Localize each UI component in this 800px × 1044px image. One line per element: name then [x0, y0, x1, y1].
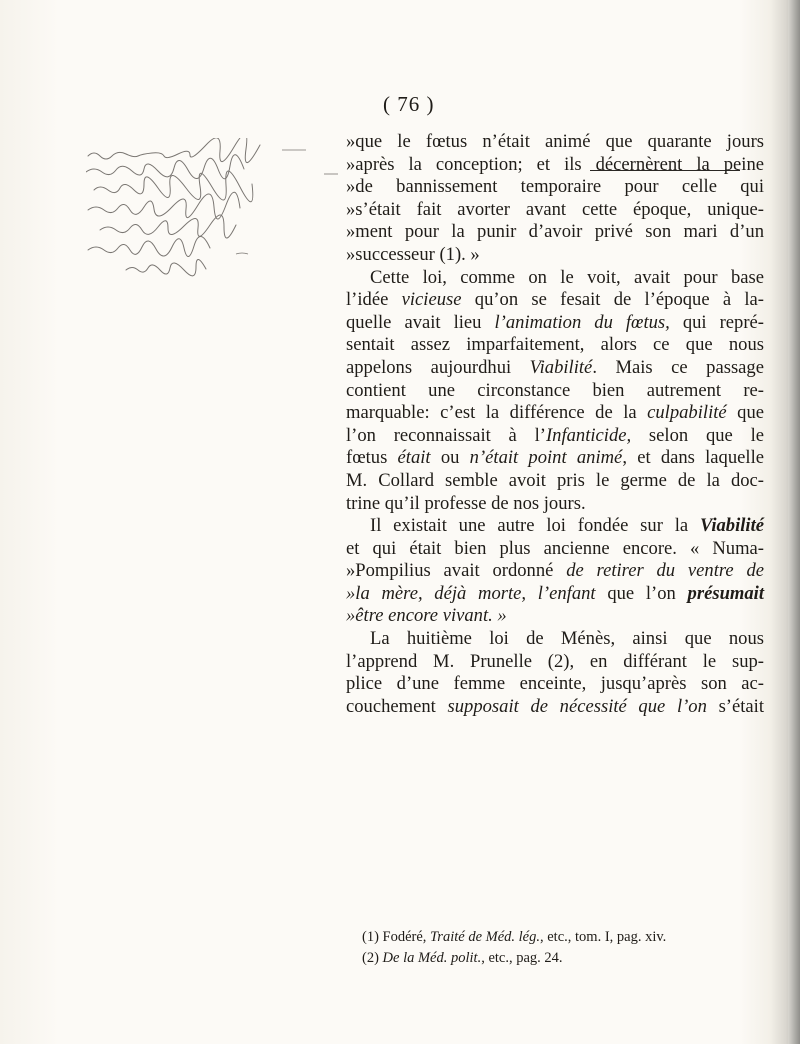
text-line: »ment pour la punir d’avoir privé son mari d’un: [346, 221, 764, 243]
paragraph-line: Il existait une autre loi fondée sur la Viabilité: [370, 515, 764, 537]
text-line: »après la conception; et ils décernèrent la peine: [346, 153, 764, 175]
paragraph-line: l’apprend M. Prunelle (2), en différant le sup-: [346, 650, 764, 672]
paragraph-line: sentait assez imparfaitement, alors ce que nous: [346, 334, 764, 356]
paragraph-line: et qui était bien plus ancienne encore. « Numa-: [346, 537, 764, 559]
paragraph-line: »être encore vivant. »: [346, 605, 507, 627]
paragraph-line: La huitième loi de Ménès, ainsi que nous: [370, 628, 764, 650]
paragraph-line: l’on reconnaissait à l’Infanticide, selon que le: [346, 424, 764, 446]
paragraph-line: quelle avait lieu l’animation du fœtus, qui repré-: [346, 311, 764, 333]
paragraph-line: appelons aujourdhui Viabilité. Mais ce passage: [346, 356, 764, 378]
page-edge-shadow: [788, 0, 800, 1044]
paragraph-line: »la mère, déjà morte, l’enfant que l’on présumait: [346, 582, 765, 604]
text-line: »de bannissement temporaire pour celle qui: [346, 176, 764, 198]
text-line: »successeur (1). »: [346, 243, 480, 265]
paragraph-line: couchement supposait de nécessité que l’on s’était: [346, 695, 764, 717]
paragraph-line: trine qu’il professe de nos jours.: [346, 492, 586, 514]
paragraph-line: Cette loi, comme on le voit, avait pour base: [370, 266, 764, 288]
paragraph-line: l’idée vicieuse qu’on se fesait de l’époque à la-: [346, 289, 764, 311]
main-text: [346, 131, 764, 718]
paragraph-line: M. Collard semble avoit pris le germe de la doc-: [346, 469, 764, 491]
paragraph-line: marquable: c’est la différence de la culpabilité que: [346, 402, 764, 424]
paragraph-line: fœtus était ou n’était point animé, et dans laquelle: [346, 447, 764, 469]
page-number: ( 76 ): [383, 92, 435, 116]
paragraph-line: contient une circonstance bien autrement re-: [346, 379, 764, 401]
footnote-2: (2) De la Méd. polit., etc., pag. 24.: [362, 950, 563, 966]
footnotes: [362, 927, 762, 969]
paragraph-line: »Pompilius avait ordonné de retirer du ventre de: [346, 560, 765, 582]
text-line: »que le fœtus n’était animé que quarante jours: [346, 131, 764, 152]
handwriting-scribble: [86, 138, 346, 278]
paragraph-line: plice d’une femme enceinte, jusqu’après son ac-: [346, 673, 764, 695]
text-line: »s’était fait avorter avant cette époque, unique-: [346, 198, 764, 220]
handwritten-margin-note: [86, 138, 346, 278]
footnote-1: (1) Fodéré, Traité de Méd. lég., etc., tom. I, pag. xiv.: [362, 929, 667, 945]
